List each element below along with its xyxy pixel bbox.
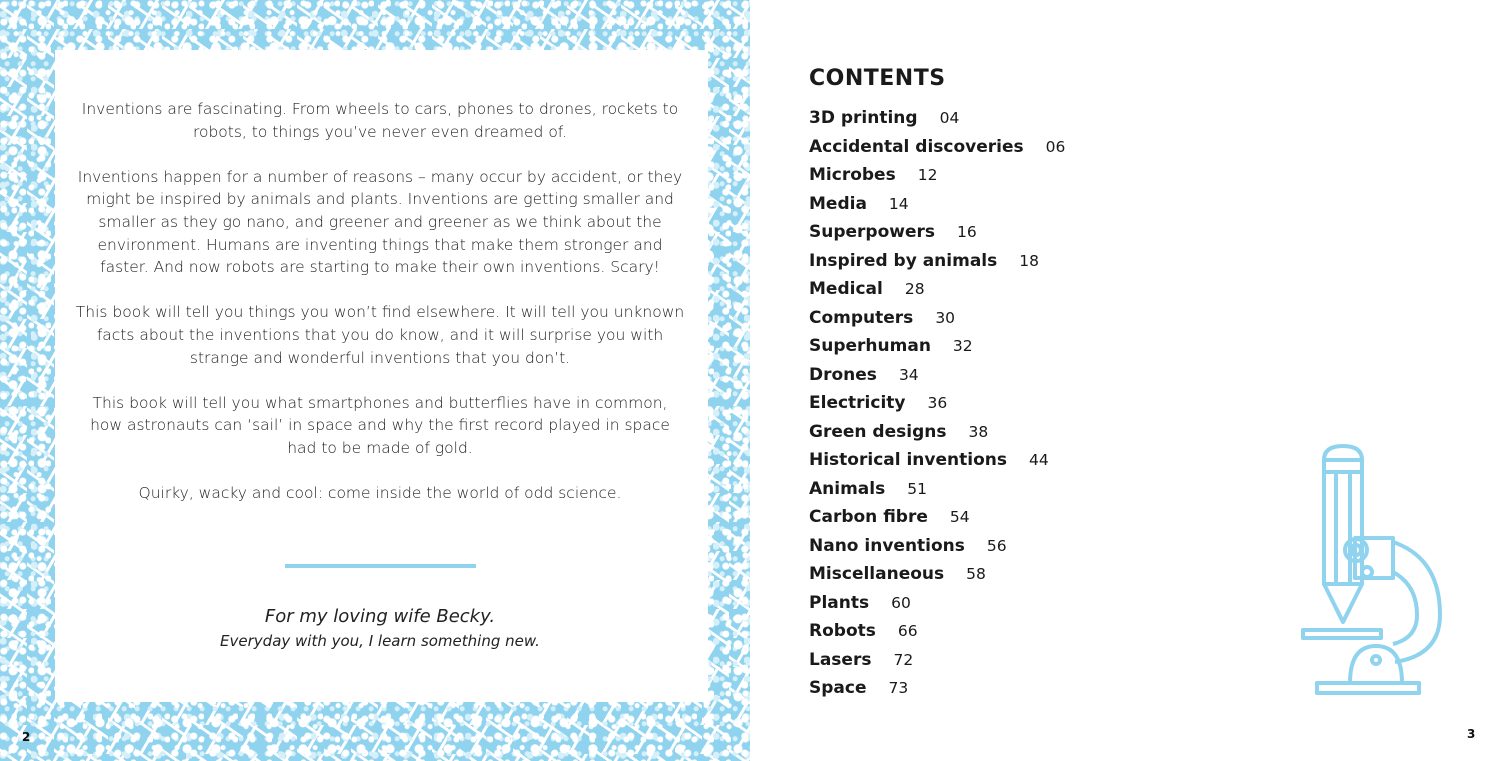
toc-title: Plants [809, 592, 870, 613]
toc-title: Lasers [809, 649, 872, 670]
page-number-left: 2 [22, 730, 31, 744]
toc-page: 54 [949, 508, 970, 526]
toc-item[interactable] [809, 674, 1065, 703]
intro-paragraph: Inventions happen for a number of reasons – many occur by accident, or they might be inspired by animals and plants. Inventions are getting smaller and smaller as they go nano, and greener and greener as we think about the environment. Humans are inventing things that make them stronger and faster. And now robots are starting to make their own inventions. Scary! [77, 167, 683, 277]
intro-paragraph: Inventions are fascinating. From wheels to cars, phones to drones, rockets to robots, to things you’ve never even dreamed of. [81, 100, 679, 141]
toc-item[interactable] [809, 475, 1065, 504]
toc-title: Microbes [809, 165, 896, 185]
intro-paragraph: This book will tell you things you won’t find elsewhere. It will tell you unknown facts about the inventions that you do know, and it will surprise you with strange and wonderful inventions that you don’t. [75, 303, 685, 367]
toc-item[interactable] [809, 446, 1065, 475]
toc-title: Animals [809, 478, 886, 499]
toc-item[interactable] [809, 304, 1065, 333]
toc-title: Historical inventions [809, 450, 1007, 470]
toc-page: 60 [891, 593, 911, 612]
toc-title: Drones [809, 364, 877, 385]
table-of-contents [809, 104, 1065, 703]
toc-item[interactable] [809, 389, 1065, 418]
toc-page: 72 [893, 650, 914, 669]
toc-title: Superpowers [809, 222, 936, 242]
toc-title: Superhuman [809, 336, 931, 356]
toc-page: 28 [904, 280, 925, 298]
contents-title: CONTENTS [809, 66, 946, 91]
toc-title: Green designs [809, 421, 947, 442]
toc-page: 36 [927, 394, 948, 412]
toc-page: 73 [888, 679, 909, 697]
toc-item[interactable] [809, 247, 1065, 276]
toc-page: 34 [898, 365, 919, 384]
toc-title: Space [809, 678, 867, 698]
toc-page: 38 [968, 422, 989, 441]
dedication-line-2: Everyday with you, I learn something new. [220, 632, 540, 650]
toc-item[interactable] [809, 161, 1065, 190]
toc-item[interactable] [809, 560, 1065, 589]
toc-title: 3D printing [809, 108, 918, 128]
toc-title: Electricity [809, 393, 906, 413]
toc-item[interactable] [809, 104, 1065, 133]
toc-item[interactable] [809, 646, 1065, 675]
toc-title: Carbon fibre [809, 507, 928, 527]
toc-page: 56 [986, 536, 1007, 555]
toc-item[interactable] [809, 361, 1065, 390]
toc-title: Accidental discoveries [809, 136, 1024, 157]
toc-title: Nano inventions [809, 535, 965, 556]
toc-page: 04 [939, 109, 960, 127]
toc-page: 30 [935, 308, 956, 327]
toc-item[interactable] [809, 532, 1065, 561]
toc-item[interactable] [809, 589, 1065, 618]
toc-page: 14 [888, 194, 909, 213]
intro-paragraph: This book will tell you what smartphones and butterflies have in common, how astronauts can ‘sail’ in space and why the first record played in space had to be made of gold. [90, 393, 670, 457]
toc-item[interactable] [809, 218, 1065, 247]
toc-item[interactable] [809, 190, 1065, 219]
intro-paragraph: Quirky, wacky and cool: come inside the world of odd science. [138, 484, 622, 503]
toc-title: Medical [809, 279, 883, 299]
toc-title: Media [809, 193, 867, 214]
toc-item[interactable] [809, 133, 1065, 162]
toc-page: 66 [897, 622, 918, 640]
intro-text [75, 98, 685, 527]
toc-page: 32 [952, 337, 973, 355]
toc-title: Inspired by animals [809, 250, 998, 271]
page-number-right: 3 [1467, 727, 1476, 741]
toc-page: 18 [1019, 251, 1039, 270]
toc-page: 16 [957, 223, 977, 241]
toc-title: Miscellaneous [809, 564, 945, 584]
toc-page: 12 [917, 166, 938, 184]
toc-title: Robots [809, 621, 876, 641]
toc-item[interactable] [809, 503, 1065, 532]
dedication [120, 604, 640, 652]
toc-page: 44 [1028, 451, 1049, 469]
toc-page: 06 [1045, 137, 1066, 156]
toc-title: Computers [809, 307, 914, 328]
toc-item[interactable] [809, 275, 1065, 304]
toc-page: 58 [966, 565, 986, 583]
dedication-line-1: For my loving wife Becky. [264, 606, 496, 627]
toc-item[interactable] [809, 332, 1065, 361]
divider-line [285, 564, 476, 568]
toc-item[interactable] [809, 617, 1065, 646]
toc-item[interactable] [809, 418, 1065, 447]
toc-page: 51 [907, 479, 927, 498]
pencil-microscope-icon [1295, 440, 1445, 700]
